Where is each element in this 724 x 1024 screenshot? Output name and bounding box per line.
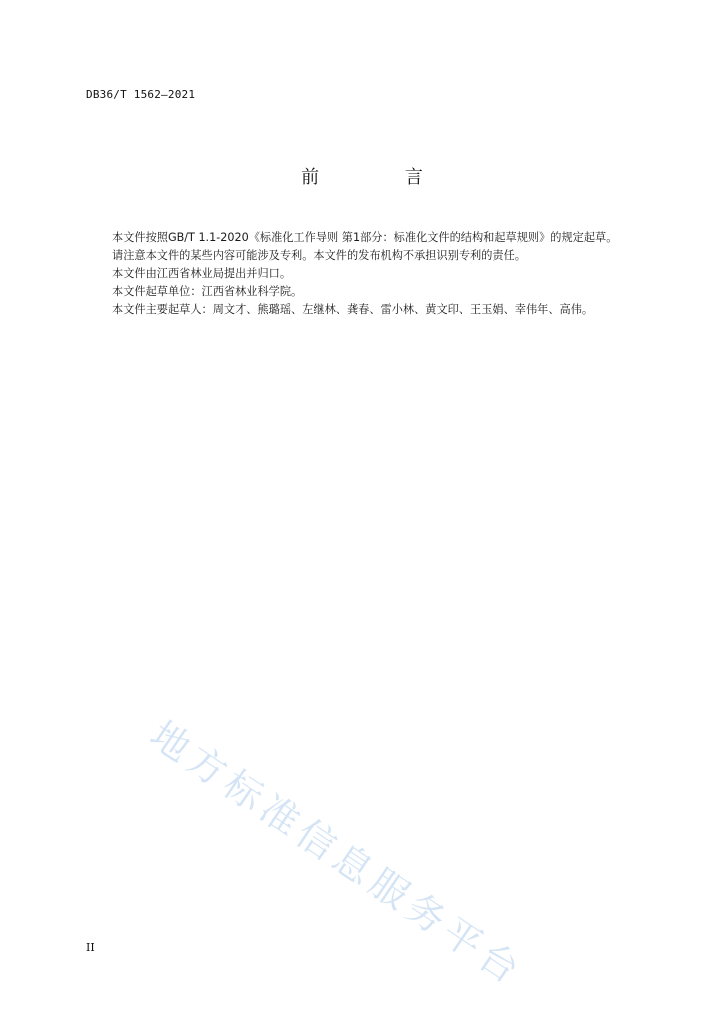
section-title: 前 言 (301, 167, 463, 188)
paragraph-proposer: 本文件由江西省林业局提出并归口。 (112, 267, 292, 280)
paragraph-drafters: 本文件主要起草人：周文才、熊璐瑶、左继林、龚春、雷小林、黄文印、王玉娟、幸伟年、高伟。 (112, 303, 594, 316)
watermark: 地方标准信息服务平台 (142, 712, 532, 995)
paragraph-standard-reference: 本文件按照GB/T 1.1-2020《标准化工作导则 第1部分：标准化文件的结构和起草规则》的规定起草。 (112, 231, 618, 244)
paragraph-drafting-unit: 本文件起草单位：江西省林业科学院。 (112, 285, 303, 298)
paragraph-patent-notice: 请注意本文件的某些内容可能涉及专利。本文件的发布机构不承担识别专利的责任。 (112, 249, 526, 262)
page-number: II (86, 941, 95, 954)
document-code: DB36/T 1562—2021 (86, 88, 196, 101)
foreword-body (86, 229, 662, 319)
